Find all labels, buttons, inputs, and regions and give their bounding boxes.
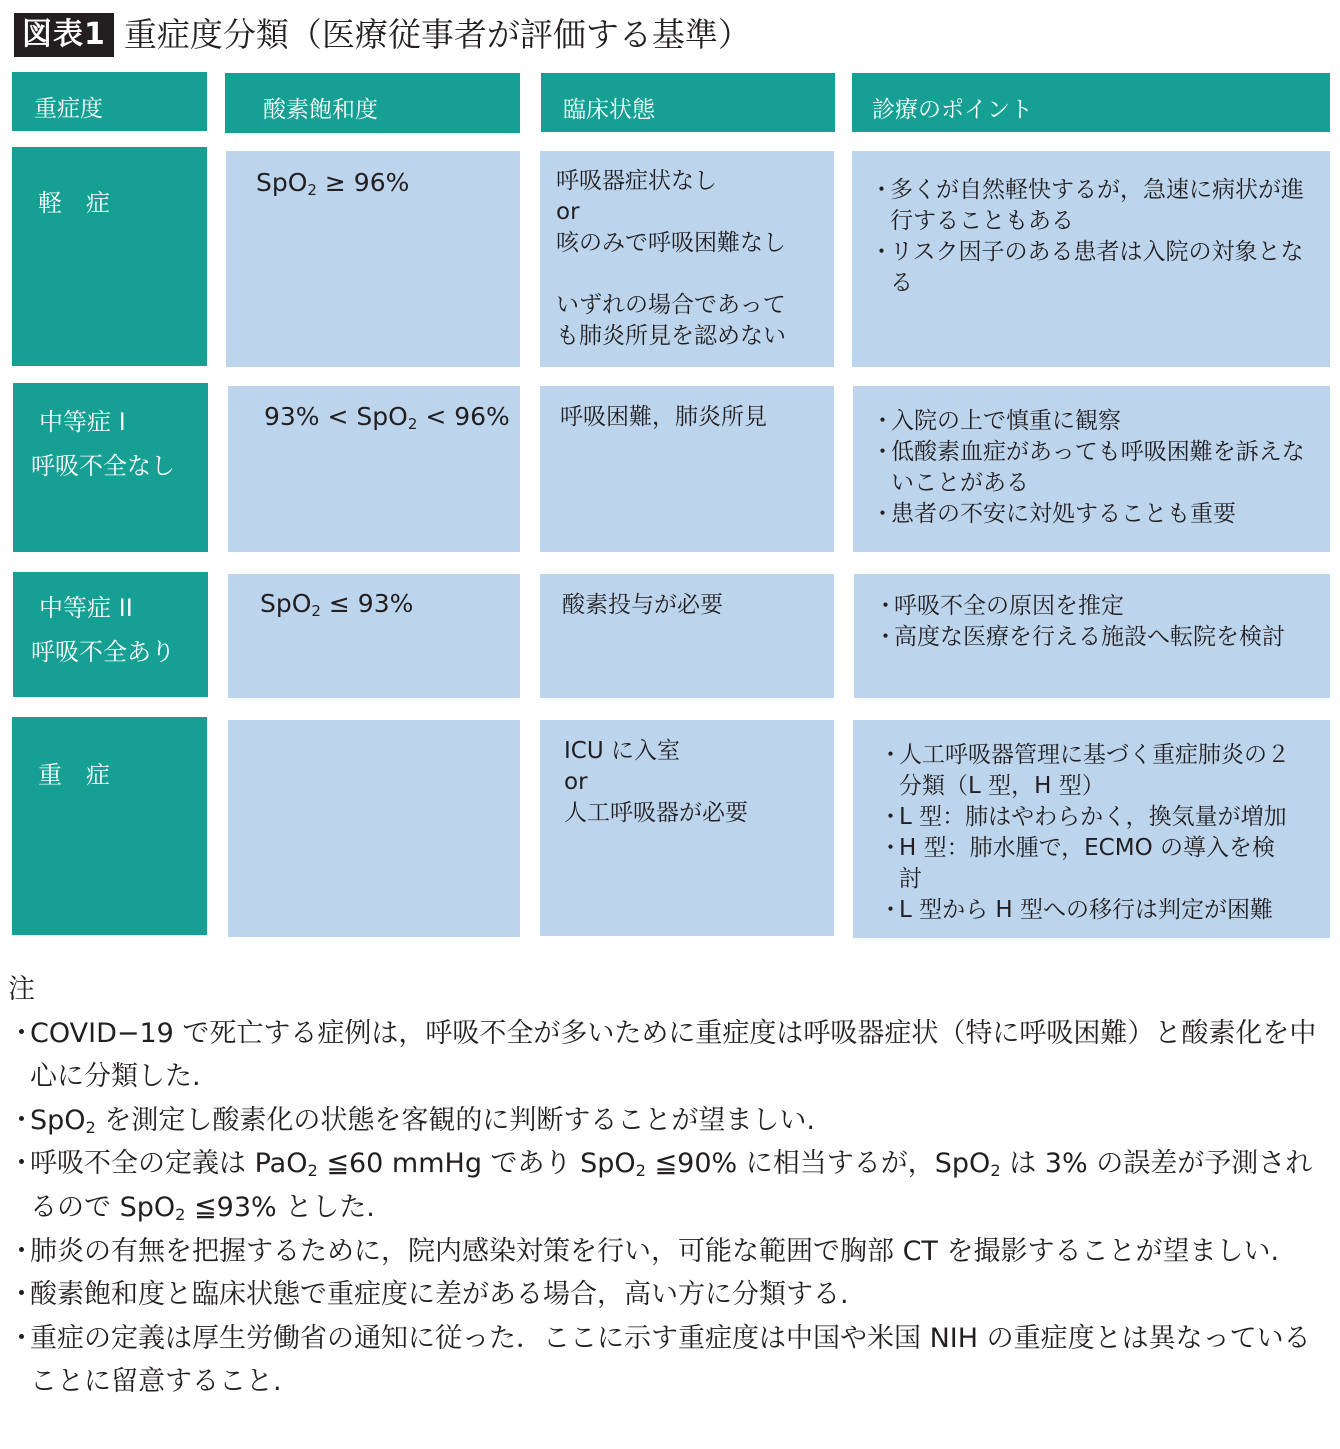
- spo2-moderate-1: 93% < SpO$_2$ < 96%: [228, 386, 520, 552]
- severity-moderate-1: 中等症 I 呼吸不全なし: [13, 383, 208, 552]
- header-clinical: 臨床状態: [541, 73, 835, 132]
- notes-section: [8, 968, 1328, 1404]
- spo2-mild: SpO$_2$ ≥ 96%: [226, 151, 520, 367]
- list-item: ・ H 型：肺水腫で，ECMO の導入を検討: [879, 833, 1290, 895]
- note-item: ・ 重症の定義は厚生労働省の通知に従った．ここに示す重症度は中国や米国 NIH の重症度とは異なっていることに留意すること.: [8, 1317, 1328, 1404]
- list-item: ・ 人工呼吸器管理に基づく重症肺炎の２分類（L 型，H 型）: [879, 740, 1290, 802]
- note-item: ・ SpO$_2$ を測定し酸素化の状態を客観的に判断することが望ましい.: [8, 1099, 1328, 1143]
- notes-heading: 注: [8, 974, 35, 1005]
- note-item: ・ 肺炎の有無を把握するために，院内感染対策を行い，可能な範囲で胸部 CT を撮影することが望ましい.: [8, 1230, 1328, 1274]
- severity-moderate-2: 中等症 II 呼吸不全あり: [13, 572, 208, 697]
- clinical-mild: 呼吸器症状なし or 咳のみで呼吸困難なし いずれの場合であって も肺炎所見を認めない: [540, 151, 834, 367]
- list-item: ・ 多くが自然軽快するが，急速に病状が進行することもある: [870, 175, 1306, 237]
- figure-title: 重症度分類（医療従事者が評価する基準）: [123, 15, 751, 54]
- points-severe: [853, 720, 1330, 938]
- header-severity: 重症度: [12, 72, 207, 131]
- points-mild: [852, 151, 1330, 367]
- list-item: ・ リスク因子のある患者は入院の対象となる: [870, 237, 1306, 299]
- severity-mild: [12, 147, 207, 366]
- list-item: ・ 低酸素血症があっても呼吸困難を訴えないことがある: [871, 437, 1306, 499]
- clinical-moderate-2: 酸素投与が必要: [540, 574, 834, 698]
- spo2-severe: [228, 720, 520, 937]
- header-points: 診療のポイント: [852, 73, 1330, 132]
- list-item: ・ L 型：肺はやわらかく，換気量が増加: [879, 802, 1290, 833]
- list-item: ・ 呼吸不全の原因を推定: [874, 591, 1318, 622]
- note-item: ・ 呼吸不全の定義は PaO$_2$ ≦60 mmHg であり SpO$_2$ ≦90% に相当するが，SpO$_2$ は 3% の誤差が予測されるので SpO$_2$ ≦93% とした.: [8, 1142, 1328, 1229]
- list-item: ・ 高度な医療を行える施設へ転院を検討: [874, 622, 1318, 653]
- clinical-moderate-1: 呼吸困難，肺炎所見: [540, 386, 834, 552]
- header-spo2: 酸素飽和度: [225, 73, 520, 133]
- note-item: ・ COVID−19 で死亡する症例は，呼吸不全が多いために重症度は呼吸器症状（特に呼吸困難）と酸素化を中心に分類した.: [8, 1012, 1328, 1099]
- note-item: ・ 酸素飽和度と臨床状態で重症度に差がある場合，高い方に分類する.: [8, 1273, 1328, 1317]
- severity-label: 軽 症: [38, 189, 110, 217]
- list-item: ・ 患者の不安に対処することも重要: [871, 499, 1306, 530]
- clinical-severe: ICU に入室 or 人工呼吸器が必要: [540, 720, 834, 936]
- figure-label: 図表1: [14, 13, 114, 57]
- list-item: ・ L 型から H 型への移行は判定が困難: [879, 895, 1290, 926]
- severity-severe: 重 症: [12, 717, 207, 935]
- spo2-moderate-2: SpO$_2$ ≤ 93%: [228, 574, 520, 698]
- figure-title-row: [14, 12, 751, 58]
- list-item: ・ 入院の上で慎重に観察: [871, 406, 1306, 437]
- points-moderate-1: [853, 386, 1330, 552]
- points-moderate-2: [854, 574, 1330, 698]
